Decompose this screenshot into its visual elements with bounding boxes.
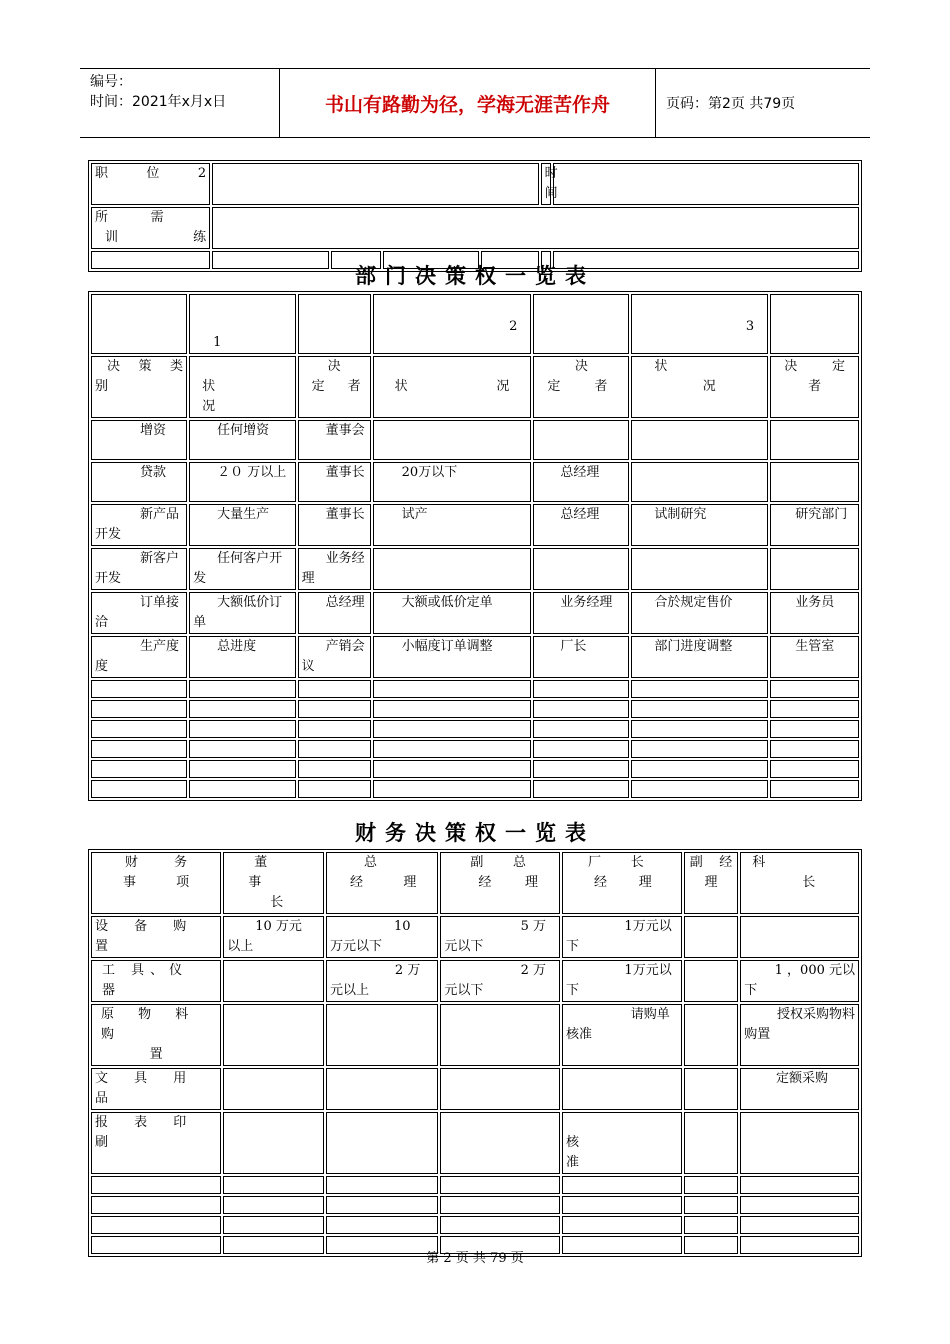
dept-cell: 新产品开发 [91, 504, 187, 546]
dept-cell: 大量生产 [189, 504, 296, 546]
dept-table-title: 部门决策权一览表 [355, 263, 595, 288]
dept-blank-cell [189, 740, 296, 758]
dept-blank-cell [373, 760, 532, 778]
dept-blank-row [91, 700, 859, 718]
fin-cell [326, 1004, 438, 1066]
fin-cell [223, 960, 324, 1002]
fin-cell [440, 1112, 560, 1174]
fin-cell [684, 916, 739, 958]
position-label-cell [91, 163, 210, 205]
hdr-status-2: 状 况 [373, 356, 532, 418]
fin-cell [223, 1068, 324, 1110]
need-c: 训 [105, 230, 119, 245]
dept-cell [770, 462, 859, 502]
fin-blank-cell [326, 1216, 438, 1234]
page-footer: 第 2 页 共 79 页 [426, 1251, 524, 1266]
fin-item-raw-material: 原 物 料 购 置 [91, 1004, 221, 1066]
dept-blank-cell [770, 700, 859, 718]
dept-top-num-2: 2 [373, 294, 532, 354]
dept-decision-table [88, 291, 862, 801]
dept-blank-cell [631, 780, 768, 798]
finance-decision-table [88, 849, 862, 1257]
dept-blank-cell [631, 720, 768, 738]
dept-blank-cell [373, 740, 532, 758]
fin-cell: 核 准 [562, 1112, 682, 1174]
fin-blank-cell [91, 1216, 221, 1234]
dept-cell: 业务员 [770, 592, 859, 634]
fin-hdr-vgm: 副 总 经 理 [440, 852, 560, 914]
dept-row [91, 592, 859, 634]
dept-cell: 业务经理 [298, 548, 371, 590]
dept-cell: 产销会议 [298, 636, 371, 678]
hdr-decider-3: 决 定 者 [770, 356, 859, 418]
dept-blank-cell [770, 760, 859, 778]
fin-cell [740, 916, 859, 958]
fin-cell [684, 960, 739, 1002]
dept-blank-cell [770, 780, 859, 798]
dept-blank-cell [533, 760, 629, 778]
fin-cell [684, 1112, 739, 1174]
training-need-label-cell [91, 207, 210, 249]
dept-blank-cell [91, 720, 187, 738]
header-page-info: 页码：第2页 共79页 [666, 96, 796, 112]
dept-cell [770, 420, 859, 460]
dept-cell: 总经理 [533, 462, 629, 502]
dept-blank-row [91, 720, 859, 738]
fin-cell: 请购单 核准 [562, 1004, 682, 1066]
dept-blank-cell [91, 680, 187, 698]
dept-cell: 董事长 [298, 462, 371, 502]
dept-row [91, 420, 859, 460]
position-label-c: 2 [197, 166, 207, 181]
dept-cell: 大额低价订单 [189, 592, 296, 634]
dept-cell: 生管室 [770, 636, 859, 678]
time-value-cell [553, 163, 859, 205]
dept-cell: 任何增资 [189, 420, 296, 460]
dept-cell: 总经理 [298, 592, 371, 634]
fin-blank-row [91, 1176, 859, 1194]
dept-blank-cell [298, 780, 371, 798]
fin-blank-cell [740, 1216, 859, 1234]
dept-blank-row [91, 780, 859, 798]
dept-top-num-1: 1 [189, 294, 296, 354]
dept-cell: 增资 [91, 420, 187, 460]
dept-cell: 试产 [373, 504, 532, 546]
fin-hdr-factory: 厂 长 经 理 [562, 852, 682, 914]
dept-blank-row [91, 740, 859, 758]
fin-item-stationery: 文 具 用 品 [91, 1068, 221, 1110]
fin-hdr-gm: 总 经 理 [326, 852, 438, 914]
dept-blank-cell [298, 760, 371, 778]
dept-top-blank [298, 294, 371, 354]
fin-blank-cell [440, 1176, 560, 1194]
dept-cell: 董事长 [298, 504, 371, 546]
hdr-status-1: 状 况 [189, 356, 296, 418]
fin-item-report-print: 报 表 印 刷 [91, 1112, 221, 1174]
fin-blank-row [91, 1216, 859, 1234]
fin-hdr-item: 财 务 事 项 [91, 852, 221, 914]
dept-cell: 董事会 [298, 420, 371, 460]
dept-row [91, 636, 859, 678]
time-label: 时间 [544, 166, 558, 201]
dept-top-blank [91, 294, 187, 354]
dept-blank-cell [91, 780, 187, 798]
fin-blank-cell [223, 1176, 324, 1194]
dept-row [91, 462, 859, 502]
fin-hdr-chairman: 董 事 长 [223, 852, 324, 914]
fin-blank-cell [562, 1196, 682, 1214]
fin-cell [684, 1068, 739, 1110]
dept-blank-cell [533, 720, 629, 738]
dept-blank-cell [189, 720, 296, 738]
fin-blank-cell [562, 1216, 682, 1234]
dept-blank-cell [373, 720, 532, 738]
dept-cell: 部门进度调整 [631, 636, 768, 678]
dept-cell [373, 548, 532, 590]
fin-cell [684, 1004, 739, 1066]
header-slogan: 书山有路勤为径，学海无涯苦作舟 [280, 69, 656, 137]
dept-cell [533, 548, 629, 590]
dept-blank-cell [373, 700, 532, 718]
fin-cell [440, 1068, 560, 1110]
dept-row [91, 504, 859, 546]
dept-cell: ２０ 万以上 [189, 462, 296, 502]
fin-blank-row [91, 1196, 859, 1214]
dept-blank-cell [91, 760, 187, 778]
fin-cell: 定额采购 [740, 1068, 859, 1110]
dept-cell: 业务经理 [533, 592, 629, 634]
dept-blank-row [91, 760, 859, 778]
dept-blank-cell [373, 780, 532, 798]
hdr-status-3: 状 况 [631, 356, 768, 418]
dept-blank-row [91, 680, 859, 698]
need-a: 所 [95, 210, 109, 225]
dept-cell: 20万以下 [373, 462, 532, 502]
dept-cell [631, 462, 768, 502]
dept-blank-cell [189, 680, 296, 698]
dept-blank-cell [298, 680, 371, 698]
dept-blank-cell [770, 720, 859, 738]
dept-cell: 总经理 [533, 504, 629, 546]
dept-top-blank [533, 294, 629, 354]
header-meta [80, 69, 280, 137]
fin-cell [440, 1004, 560, 1066]
dept-cell: 合於规定售价 [631, 592, 768, 634]
fin-hdr-section: 科 长 [740, 852, 859, 914]
fin-blank-cell [440, 1196, 560, 1214]
fin-cell: 2 万 元以上 [326, 960, 438, 1002]
dept-cell: 贷款 [91, 462, 187, 502]
fin-cell: 1 ，000 元以 下 [740, 960, 859, 1002]
dept-blank-cell [189, 700, 296, 718]
fin-blank-cell [684, 1176, 739, 1194]
dept-blank-cell [631, 760, 768, 778]
hdr-decider-2: 决 定 者 [533, 356, 629, 418]
dept-cell: 总进度 [189, 636, 296, 678]
fin-blank-cell [91, 1176, 221, 1194]
dept-cell [631, 548, 768, 590]
fin-cell [223, 1112, 324, 1174]
fin-cell: 10 万元以下 [326, 916, 438, 958]
fin-cell: 10 万元 以上 [223, 916, 324, 958]
fin-cell [740, 1112, 859, 1174]
dept-blank-cell [631, 700, 768, 718]
dept-cell [533, 420, 629, 460]
dept-cell: 小幅度订单调整 [373, 636, 532, 678]
dept-blank-cell [533, 700, 629, 718]
number-label: 编号： [90, 74, 132, 90]
fin-cell [326, 1068, 438, 1110]
training-table [88, 160, 862, 272]
fin-cell: 授权采购物料 购置 [740, 1004, 859, 1066]
dept-cell: 试制研究 [631, 504, 768, 546]
fin-blank-cell [740, 1196, 859, 1214]
fin-cell [326, 1112, 438, 1174]
hdr-decision-category: 决 策 类 别 [91, 356, 187, 418]
dept-blank-cell [189, 780, 296, 798]
dept-cell: 订单接洽 [91, 592, 187, 634]
fin-blank-cell [223, 1216, 324, 1234]
dept-top-blank [770, 294, 859, 354]
fin-blank-cell [684, 1216, 739, 1234]
fin-blank-cell [440, 1216, 560, 1234]
page-header [80, 68, 870, 138]
dept-cell [373, 420, 532, 460]
dept-blank-cell [189, 760, 296, 778]
fin-hdr-deputy: 副 经 理 [684, 852, 739, 914]
position-label-b: 位 [146, 166, 160, 181]
dept-blank-cell [298, 700, 371, 718]
dept-cell [770, 548, 859, 590]
dept-blank-cell [533, 680, 629, 698]
finance-table-title: 财务决策权一览表 [355, 820, 595, 845]
dept-cell: 厂长 [533, 636, 629, 678]
hdr-decider-1: 决 定 者 [298, 356, 371, 418]
fin-blank-cell [223, 1196, 324, 1214]
dept-cell: 任何客户开发 [189, 548, 296, 590]
dept-blank-cell [770, 740, 859, 758]
dept-cell: 大额或低价定单 [373, 592, 532, 634]
dept-blank-cell [91, 740, 187, 758]
fin-blank-cell [684, 1196, 739, 1214]
position-value-cell [212, 163, 538, 205]
dept-top-num-3: 3 [631, 294, 768, 354]
dept-blank-cell [631, 680, 768, 698]
need-d: 练 [193, 230, 207, 245]
fin-cell: 5 万 元以下 [440, 916, 560, 958]
dept-cell: 新客户开发 [91, 548, 187, 590]
fin-blank-cell [562, 1176, 682, 1194]
fin-item-tools: 工 具、仪 器 [91, 960, 221, 1002]
fin-blank-cell [326, 1176, 438, 1194]
dept-blank-cell [533, 740, 629, 758]
dept-blank-cell [631, 740, 768, 758]
time-label: 时间：2021年x月x日 [90, 94, 227, 110]
dept-blank-cell [373, 680, 532, 698]
fin-cell: 1万元以 下 [562, 916, 682, 958]
time-label-cell [541, 163, 558, 205]
dept-blank-cell [91, 700, 187, 718]
dept-blank-cell [770, 680, 859, 698]
dept-cell: 生产度度 [91, 636, 187, 678]
fin-blank-cell [91, 1196, 221, 1214]
fin-cell: 1万元以 下 [562, 960, 682, 1002]
dept-row [91, 548, 859, 590]
dept-cell [631, 420, 768, 460]
dept-blank-cell [298, 740, 371, 758]
fin-cell [562, 1068, 682, 1110]
dept-cell: 研究部门 [770, 504, 859, 546]
training-need-value-cell [212, 207, 859, 249]
position-label-a: 职 [95, 166, 109, 181]
fin-cell [223, 1004, 324, 1066]
fin-blank-cell [740, 1176, 859, 1194]
fin-cell: 2 万 元以下 [440, 960, 560, 1002]
fin-blank-cell [326, 1196, 438, 1214]
need-b: 需 [150, 210, 164, 225]
dept-blank-cell [298, 720, 371, 738]
fin-item-equipment: 设 备 购 置 [91, 916, 221, 958]
dept-blank-cell [533, 780, 629, 798]
